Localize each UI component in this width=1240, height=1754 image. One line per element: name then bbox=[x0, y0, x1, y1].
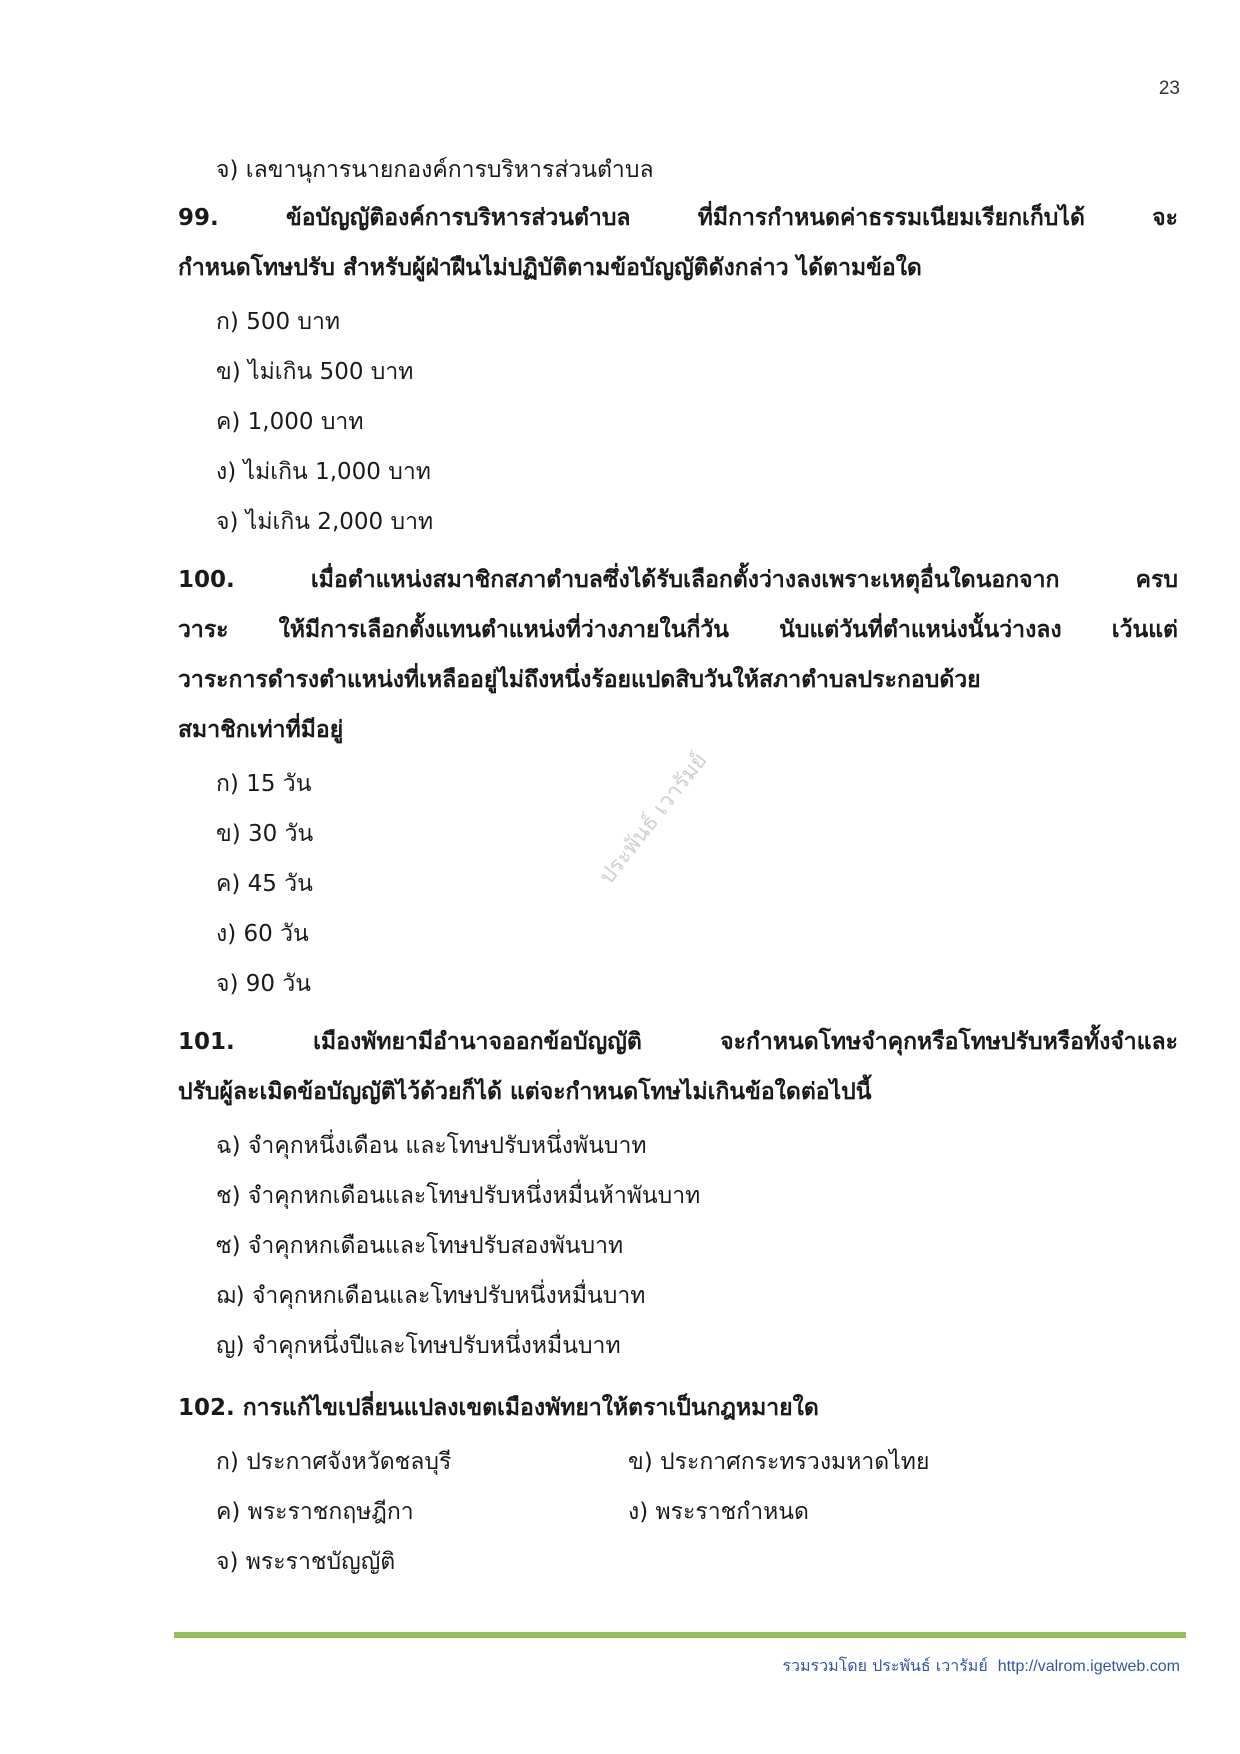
q102-option-a: ก) ประกาศจังหวัดชลบุรี bbox=[216, 1449, 452, 1475]
q99-option-b: ข) ไม่เกิน 500 บาท bbox=[216, 359, 414, 385]
q100-option-a: ก) 15 วัน bbox=[216, 771, 312, 797]
q101-option-1: ฉ) จำคุกหนึ่งเดือน และโทษปรับหนึ่งพันบาท bbox=[216, 1133, 647, 1159]
q100-text-line4: สมาชิกเท่าที่มีอยู่ bbox=[178, 717, 344, 743]
q98-option-e: จ) เลขานุการนายกองค์การบริหารส่วนตำบล bbox=[216, 157, 654, 183]
q99-text-line2: กำหนดโทษปรับ สำหรับผู้ฝ่าฝืนไม่ปฏิบัติตามข้อบัญญัติดังกล่าว ได้ตามข้อใด bbox=[178, 255, 922, 281]
footer bbox=[700, 1654, 1180, 1679]
q100-text-line3: วาระการดำรงตำแหน่งที่เหลืออยู่ไม่ถึงหนึ่งร้อยแปดสิบวันให้สภาตำบลประกอบด้วย bbox=[178, 667, 981, 693]
q100-option-c: ค) 45 วัน bbox=[216, 871, 313, 897]
q102-option-b: ข) ประกาศกระทรวงมหาดไทย bbox=[628, 1449, 930, 1475]
footer-credit: รวมรวมโดย ประพันธ์ เวารัมย์ bbox=[782, 1656, 988, 1675]
q99-text-line1: 99. ข้อบัญญัติองค์การบริหารส่วนตำบล ที่มีการกำหนดค่าธรรมเนียมเรียกเก็บได้ จะ bbox=[178, 205, 1178, 231]
watermark: ประพันธ์ เวารัมย์ bbox=[594, 748, 713, 890]
q101-text-line1: 101. เมืองพัทยามีอำนาจออกข้อบัญญัติ จะกำหนดโทษจำคุกหรือโทษปรับหรือทั้งจำและ bbox=[178, 1029, 1178, 1055]
q101-option-5: ญ) จำคุกหนึ่งปีและโทษปรับหนึ่งหมื่นบาท bbox=[216, 1333, 621, 1359]
q101-option-2: ช) จำคุกหกเดือนและโทษปรับหนึ่งหมื่นห้าพันบาท bbox=[216, 1183, 701, 1209]
q102-text: 102. การแก้ไขเปลี่ยนแปลงเขตเมืองพัทยาให้ตราเป็นกฎหมายใด bbox=[178, 1395, 819, 1421]
q101-text-line2: ปรับผู้ละเมิดข้อบัญญัติไว้ด้วยก็ได้ แต่จะกำหนดโทษไม่เกินข้อใดต่อไปนี้ bbox=[178, 1079, 872, 1105]
q102-option-d: ง) พระราชกำหนด bbox=[628, 1499, 809, 1525]
page-number: 23 bbox=[1158, 78, 1180, 99]
footer-url-link[interactable]: http://valrom.igetweb.com bbox=[997, 1658, 1180, 1675]
q100-option-e: จ) 90 วัน bbox=[216, 971, 311, 997]
q102-option-c: ค) พระราชกฤษฎีกา bbox=[216, 1499, 414, 1525]
q100-text-line2: วาระ ให้มีการเลือกตั้งแทนตำแหน่งที่ว่างภายในกี่วัน นับแต่วันที่ตำแหน่งนั้นว่างลง เว้นแต่ bbox=[178, 617, 1178, 643]
q99-option-d: ง) ไม่เกิน 1,000 บาท bbox=[216, 459, 431, 485]
footer-rule bbox=[174, 1632, 1186, 1638]
q100-option-d: ง) 60 วัน bbox=[216, 921, 309, 947]
q99-option-a: ก) 500 บาท bbox=[216, 309, 341, 335]
q100-option-b: ข) 30 วัน bbox=[216, 821, 314, 847]
q100-text-line1: 100. เมื่อตำแหน่งสมาชิกสภาตำบลซึ่งได้รับเลือกตั้งว่างลงเพราะเหตุอื่นใดนอกจาก ครบ bbox=[178, 567, 1178, 593]
q99-option-e: จ) ไม่เกิน 2,000 บาท bbox=[216, 509, 434, 535]
q101-option-4: ฌ) จำคุกหกเดือนและโทษปรับหนึ่งหมื่นบาท bbox=[216, 1283, 646, 1309]
q99-option-c: ค) 1,000 บาท bbox=[216, 409, 364, 435]
q102-option-e: จ) พระราชบัญญัติ bbox=[216, 1549, 396, 1575]
q101-option-3: ซ) จำคุกหกเดือนและโทษปรับสองพันบาท bbox=[216, 1233, 624, 1259]
